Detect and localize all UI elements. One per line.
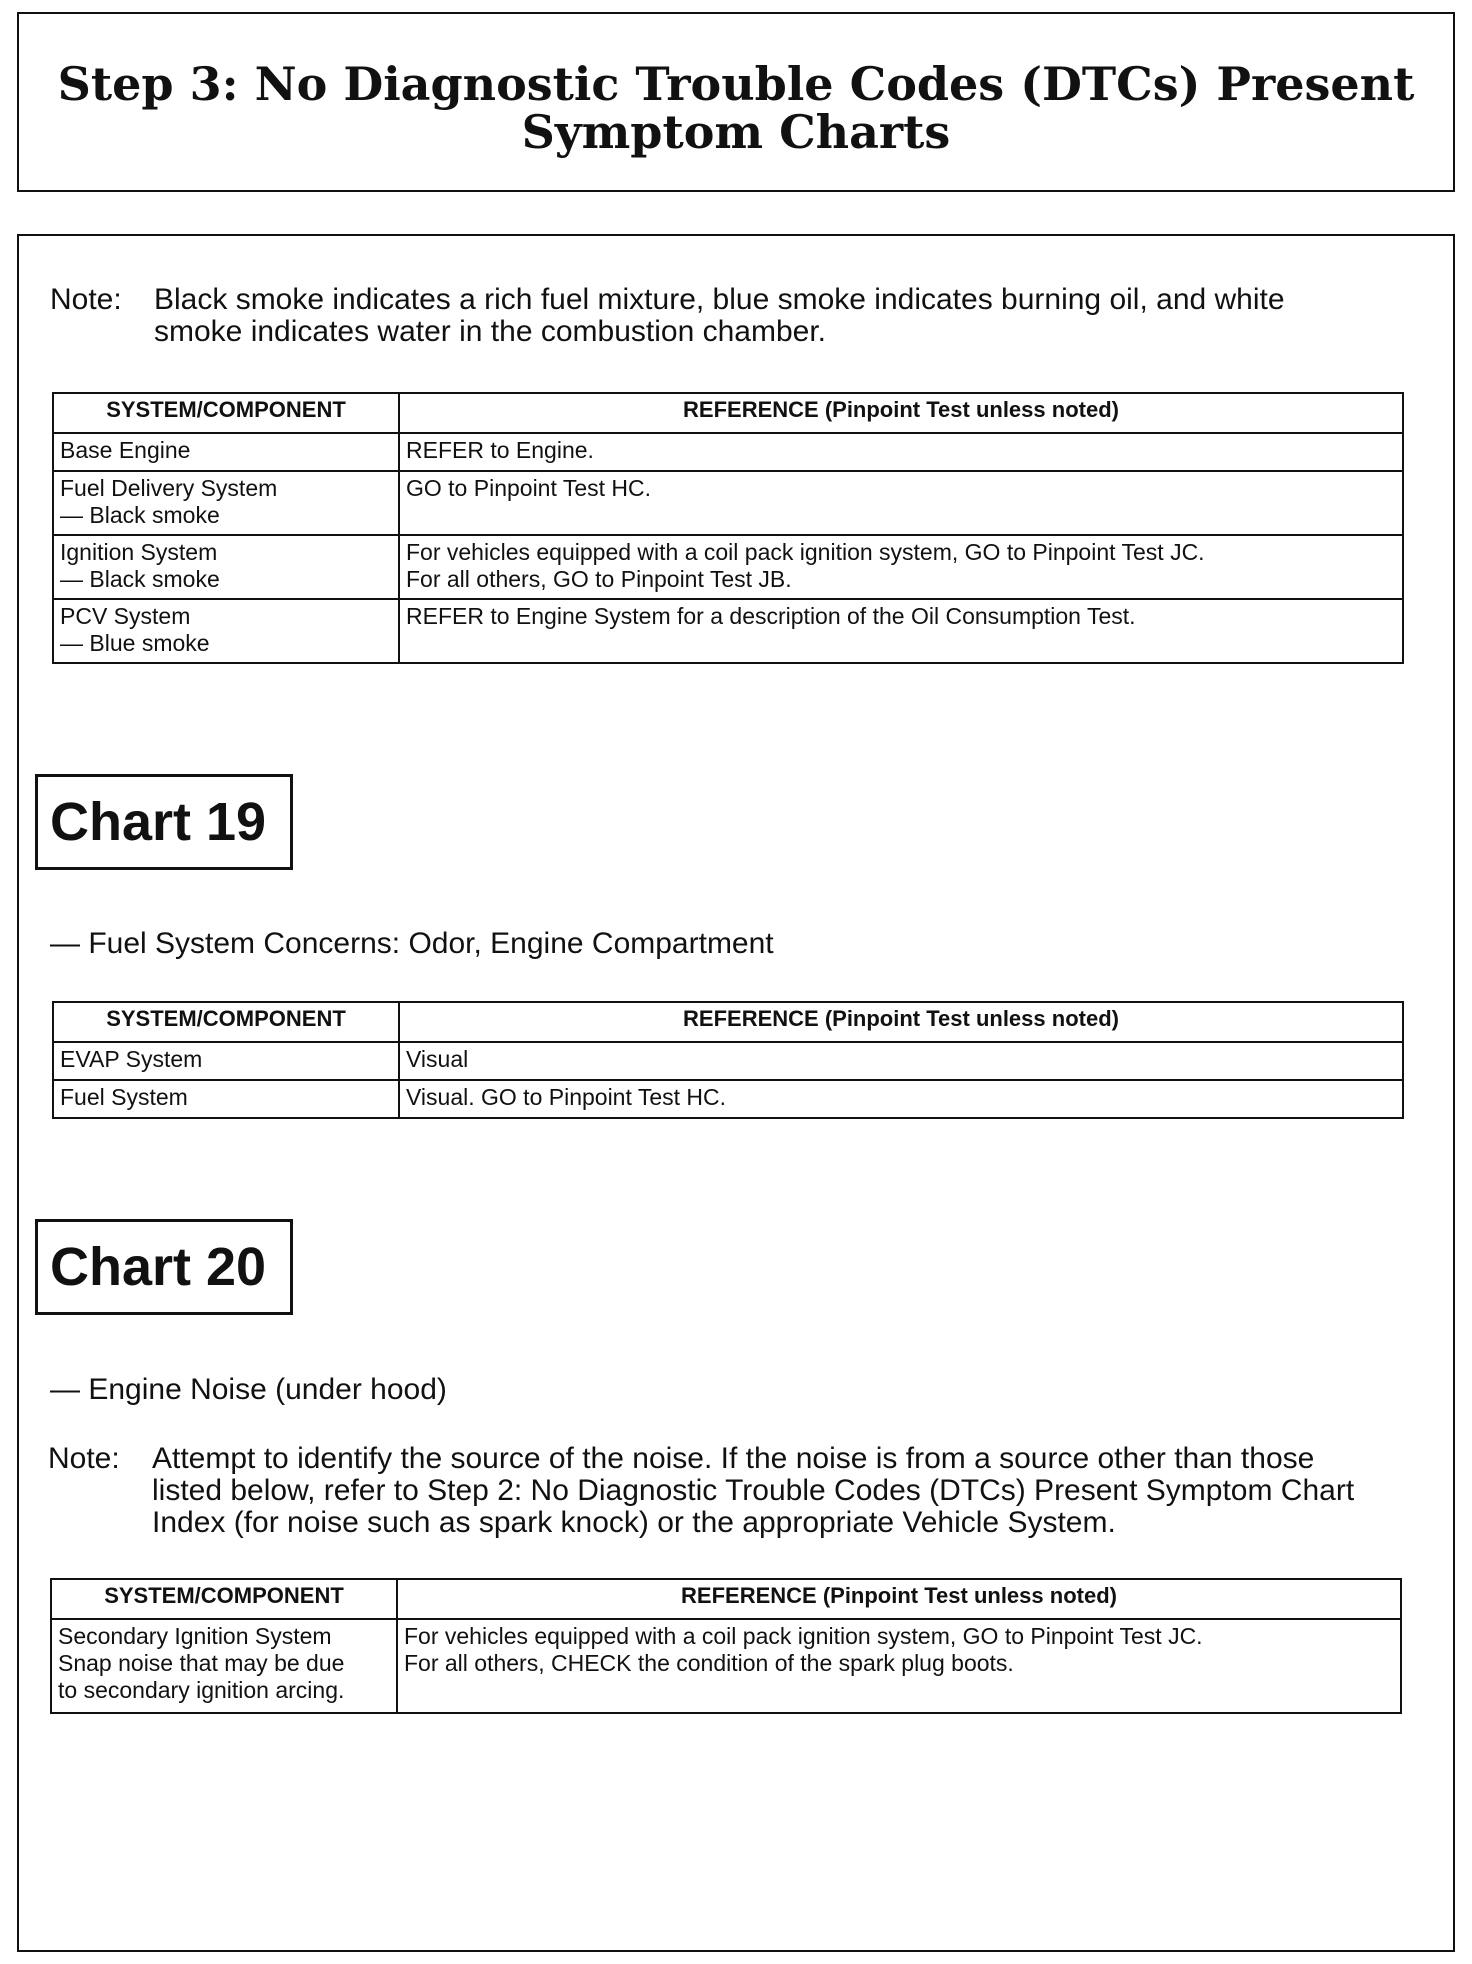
reference-cell: REFER to Engine System for a description of the Oil Consumption Test. bbox=[399, 599, 1403, 663]
symptom-table-chart-20 bbox=[50, 1578, 1402, 1714]
chart-20-heading: Chart 20 bbox=[35, 1219, 293, 1315]
reference-cell: REFER to Engine. bbox=[399, 433, 1403, 471]
page-title bbox=[19, 57, 1453, 159]
note-label: Note: bbox=[50, 283, 122, 316]
symptom-table-chart-19 bbox=[52, 1001, 1404, 1119]
column-header-reference: REFERENCE (Pinpoint Test unless noted) bbox=[397, 1579, 1401, 1619]
page-title-line1: Step 3: No Diagnostic Trouble Codes (DTCs) Present bbox=[57, 57, 1415, 111]
system-cell: PCV System — Blue smoke bbox=[53, 599, 399, 663]
table-row bbox=[53, 1080, 1403, 1118]
table-header-row bbox=[53, 393, 1403, 433]
title-box bbox=[17, 12, 1455, 192]
system-cell: Ignition System — Black smoke bbox=[53, 535, 399, 599]
reference-cell: Visual bbox=[399, 1042, 1403, 1080]
table-row bbox=[53, 535, 1403, 599]
note-text-line1: Attempt to identify the source of the noise. If the noise is from a source other than those bbox=[152, 1442, 1315, 1475]
chart-19-subtitle: — Fuel System Concerns: Odor, Engine Compartment bbox=[50, 927, 774, 960]
column-header-reference: REFERENCE (Pinpoint Test unless noted) bbox=[399, 1002, 1403, 1042]
chart-19-heading: Chart 19 bbox=[35, 774, 293, 870]
system-cell: Fuel System bbox=[53, 1080, 399, 1118]
system-cell: EVAP System bbox=[53, 1042, 399, 1080]
table-header-row bbox=[51, 1579, 1401, 1619]
reference-cell: Visual. GO to Pinpoint Test HC. bbox=[399, 1080, 1403, 1118]
reference-cell: For vehicles equipped with a coil pack ignition system, GO to Pinpoint Test JC. For all others, GO to Pinpoint Test JB. bbox=[399, 535, 1403, 599]
page-title-line2: Symptom Charts bbox=[521, 105, 951, 159]
table-header-row bbox=[53, 1002, 1403, 1042]
note-text-line2: listed below, refer to Step 2: No Diagnostic Trouble Codes (DTCs) Present Symptom Chart bbox=[152, 1474, 1355, 1507]
note-text-line2: smoke indicates water in the combustion chamber. bbox=[154, 315, 826, 348]
table-row bbox=[51, 1619, 1401, 1713]
system-cell: Fuel Delivery System — Black smoke bbox=[53, 471, 399, 535]
chart-20-subtitle: — Engine Noise (under hood) bbox=[50, 1373, 447, 1406]
column-header-system: SYSTEM/COMPONENT bbox=[53, 1002, 399, 1042]
note-text-line3: Index (for noise such as spark knock) or the appropriate Vehicle System. bbox=[152, 1506, 1116, 1539]
chart-20-note bbox=[48, 1443, 1458, 1543]
symptom-table-smoke bbox=[52, 392, 1404, 664]
column-header-system: SYSTEM/COMPONENT bbox=[53, 393, 399, 433]
reference-cell: For vehicles equipped with a coil pack ignition system, GO to Pinpoint Test JC. For all others, CHECK the condition of the spark plug boots. bbox=[397, 1619, 1401, 1713]
table-row bbox=[53, 471, 1403, 535]
intro-note bbox=[50, 284, 1450, 354]
reference-cell: GO to Pinpoint Test HC. bbox=[399, 471, 1403, 535]
system-cell: Secondary Ignition System Snap noise that may be due to secondary ignition arcing. bbox=[51, 1619, 397, 1713]
table-row bbox=[53, 599, 1403, 663]
table-row bbox=[53, 433, 1403, 471]
note-text-line1: Black smoke indicates a rich fuel mixture, blue smoke indicates burning oil, and white bbox=[154, 283, 1285, 316]
column-header-system: SYSTEM/COMPONENT bbox=[51, 1579, 397, 1619]
note-label: Note: bbox=[48, 1442, 120, 1475]
table-row bbox=[53, 1042, 1403, 1080]
system-cell: Base Engine bbox=[53, 433, 399, 471]
column-header-reference: REFERENCE (Pinpoint Test unless noted) bbox=[399, 393, 1403, 433]
